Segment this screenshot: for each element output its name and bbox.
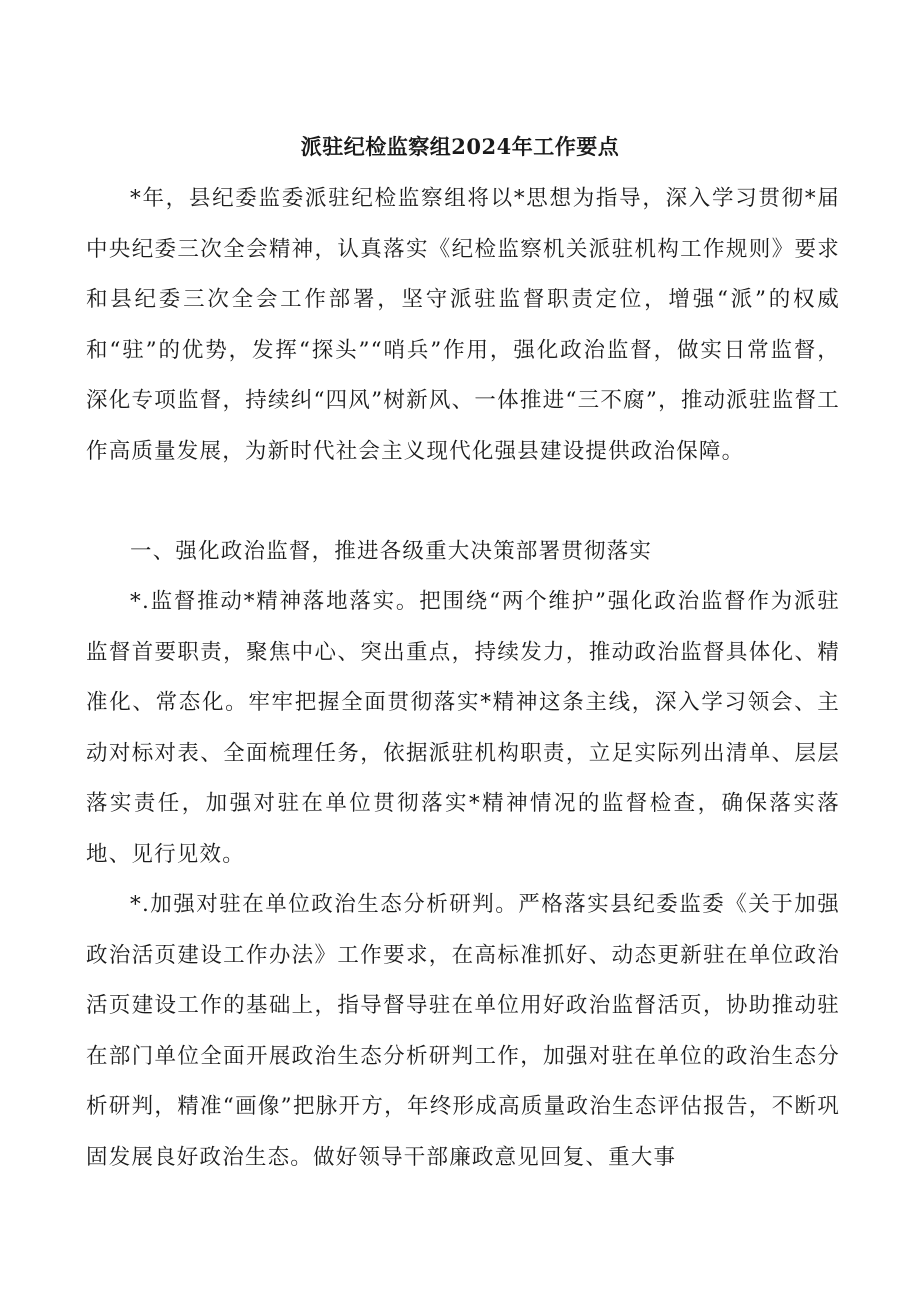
item-paragraph: *.加强对驻在单位政治生态分析研判。严格落实县纪委监委《关于加强政治活页建设工作办法》工作要求，在高标准抓好、动态更新驻在单位政治活页建设工作的基础上，指导督导驻在单位用好政治监督活页，协助推动驻在部门单位全面开展政治生态分析研判工作，加强对驻在单位的政治生态分析研判，精准“画像”把脉开方，年终形成高质量政治生态评估报告，不断巩固发展良好政治生态。做好领导干部廉政意见回复、重大事 [86,892,840,1170]
item-paragraph: *.监督推动*精神落地落实。把围绕“两个维护”强化政治监督作为派驻监督首要职责，聚焦中心、突出重点，持续发力，推动政治监督具体化、精准化、常态化。牢牢把握全面贯彻落实*精神这条主线，深入学习领会、主动对标对表、全面梳理任务，依据派驻机构职责，立足实际列出清单、层层落实责任，加强对驻在单位贯彻落实*精神情况的监督检查，确保落实落地、见行见效。 [86,589,840,867]
document-title: 派驻纪检监察组2024年工作要点 [300,134,620,159]
intro-paragraph: *年，县纪委监委派驻纪检监察组将以*思想为指导，深入学习贯彻*届中央纪委三次全会精神，认真落实《纪检监察机关派驻机构工作规则》要求和县纪委三次全会工作部署，坚守派驻监督职责定位，增强“派”的权威和“驻”的优势，发挥“探头”“哨兵”作用，强化政治监督，做实日常监督，深化专项监督，持续纠“四风”树新风、一体推进“三不腐”，推动派驻监督工作高质量发展，为新时代社会主义现代化强县建设提供政治保障。 [86,186,840,464]
section-heading: 一、强化政治监督，推进各级重大决策部署贯彻落实 [130,539,653,564]
